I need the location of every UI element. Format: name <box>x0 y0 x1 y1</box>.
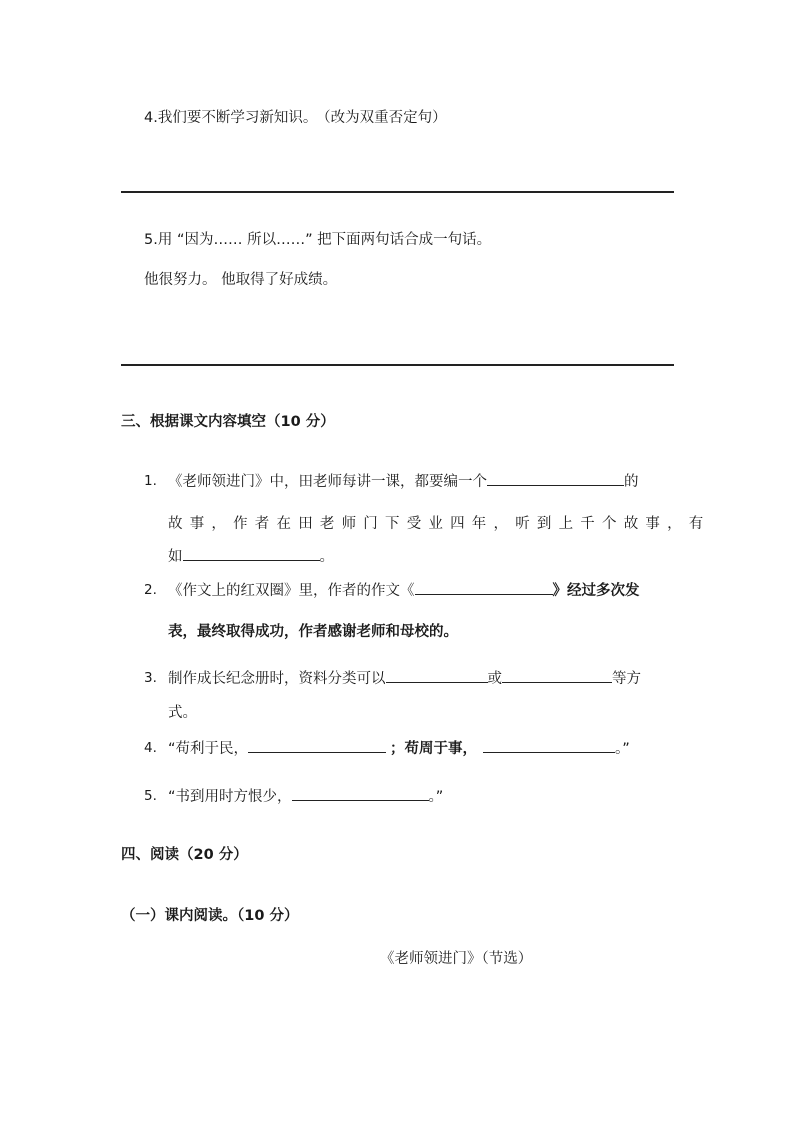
item-1-line-3-post: 。 <box>319 549 334 565</box>
item-4-line <box>168 737 630 758</box>
section-4-sub-heading: （一）课内阅读。（10 分） <box>121 908 299 924</box>
item-2-number: 2. <box>144 582 157 598</box>
item-1-line-1 <box>168 470 639 491</box>
question-4 <box>144 106 447 127</box>
item-2-blank-1[interactable] <box>415 580 553 595</box>
section-3-heading: 三、根据课文内容填空（10 分） <box>121 414 335 430</box>
item-4-post: 。” <box>615 741 630 757</box>
item-2-line-2: 表，最终取得成功，作者感谢老师和母校的。 <box>168 624 458 640</box>
item-3-number: 3. <box>144 670 157 686</box>
item-1-number: 1. <box>144 473 157 489</box>
item-3-blank-2[interactable] <box>502 668 612 683</box>
passage-title: 《老师领进门》（节选） <box>380 951 533 967</box>
item-1-line-1-post: 的 <box>624 474 639 490</box>
question-5-text: 5.用 “因为…… 所以……” 把下面两句话合成一句话。 <box>144 232 492 248</box>
item-1-line-3 <box>168 545 334 566</box>
item-3-line-1 <box>168 667 641 688</box>
item-3-line-1-pre: 制作成长纪念册时，资料分类可以 <box>168 671 386 687</box>
item-4-blank-1[interactable] <box>248 738 386 753</box>
question-5-sentence: 他很努力。 他取得了好成绩。 <box>144 272 338 288</box>
question-4-text: 4.我们要不断学习新知识。 <box>144 110 318 126</box>
item-3-line-1-mid: 或 <box>487 671 502 687</box>
item-3-line-2: 式。 <box>168 705 197 721</box>
section-4-heading: 四、阅读（20 分） <box>121 847 248 863</box>
item-4-blank-2[interactable] <box>483 738 615 753</box>
item-1-line-1-pre: 《老师领进门》中，田老师每讲一课，都要编一个 <box>168 474 487 490</box>
item-2-line-1-pre: 《作文上的红双圈》里，作者的作文《 <box>168 583 415 599</box>
item-5-number: 5. <box>144 788 157 804</box>
item-2-line-1 <box>168 579 640 600</box>
question-4-note: （改为双重否定句） <box>323 110 447 126</box>
item-2-line-1-post: 》经过多次发 <box>552 583 640 599</box>
item-3-line-1-post: 等方 <box>612 671 641 687</box>
item-5-line <box>168 785 443 806</box>
item-4-number: 4. <box>144 740 157 756</box>
item-1-line-3-pre: 如 <box>168 549 183 565</box>
answer-line-5[interactable] <box>121 364 674 366</box>
item-5-pre: “书到用时方恨少， <box>168 789 292 805</box>
item-4-pre: “苟利于民， <box>168 741 249 757</box>
item-5-blank-1[interactable] <box>292 786 429 801</box>
item-3-blank-1[interactable] <box>386 668 488 683</box>
item-5-post: 。” <box>428 789 444 805</box>
item-1-line-2: 故事，作者在田老师门下受业四年，听到上千个故事，有 <box>168 516 711 532</box>
answer-line-4[interactable] <box>121 191 674 193</box>
item-4-mid: ；苟周于事， <box>390 741 478 757</box>
item-1-blank-1[interactable] <box>487 471 624 486</box>
item-1-blank-2[interactable] <box>183 546 320 561</box>
